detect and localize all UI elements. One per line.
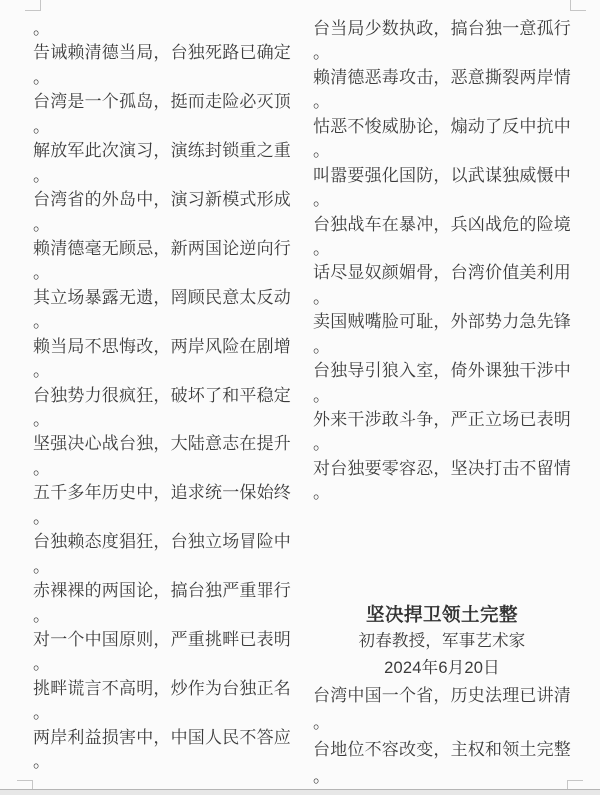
poem-author-line: 初春教授，军事艺术家 [358,632,526,650]
text-line: 挑畔谎言不高明，炒作为台独正名 [33,678,291,698]
text-line: 赖当局不思悔改，两岸风险在剧增 [33,336,291,356]
text-line: 台湾中国一个省，历史法理已讲清 [313,686,571,705]
text-line: 怙恶不悛威胁论，煽动了反中抗中 [313,116,571,136]
left-text-column [33,17,291,775]
text-line: 。 [33,458,51,478]
text-line: 赖清德毫无顾忌，新两国论逆向行 [33,238,291,258]
text-line: 其立场暴露无遗，罔顾民意太反动 [33,287,291,307]
text-line: 话尽显奴颜媚骨，台湾价值美利用 [313,263,571,283]
right-text-column [313,17,571,506]
text-boundary-corner-mark-top-left [25,0,41,11]
text-line: 外来干涉敢斗争，严正立场已表明 [313,410,571,429]
text-line: 。 [33,507,51,527]
text-line: 。 [313,434,331,454]
text-line: 台当局少数执政，搞台独一意孤行 [313,19,571,38]
text-line: 坚强决心战台独，大陆意志在提升 [33,434,291,454]
text-boundary-corner-mark-top-right [570,0,586,11]
text-line: 。 [33,67,51,87]
text-line: 。 [313,713,331,732]
closing-section [313,601,571,790]
text-line: 台独战车在暴冲，兵凶战危的险境 [313,214,571,234]
text-line: 。 [33,312,51,332]
text-line: 对一个中国原则，严重挑畔已表明 [33,629,291,649]
page-bottom-edge [0,789,600,795]
text-line: 。 [33,654,51,674]
text-line: 。 [313,92,331,112]
text-line: 告诫赖清德当局，台独死路已确定 [33,43,291,63]
text-line: 五千多年历史中，追求统一保始终 [33,483,291,503]
text-line: 叫嚣要强化国防，以武谋独威慑中 [313,165,571,185]
text-line: 台湾是一个孤岛，挺而走险必灭顶 [33,92,291,112]
text-line: 台独导引狼入室，倚外课独干涉中 [313,361,571,381]
text-line: 。 [313,238,331,258]
text-line: 。 [313,336,331,356]
text-line: 。 [313,190,331,210]
text-line: 。 [33,752,51,772]
text-line: 赖清德恶毒攻击，恶意撕裂两岸情 [313,67,571,87]
text-line: 台地位不容改变，主权和领土完整 [313,740,571,759]
text-line: 。 [33,361,51,381]
text-line: 。 [313,483,331,503]
poem-title: 坚决捍卫领土完整 [365,604,518,625]
text-line: 。 [33,116,51,136]
poem-date: 2024年6月20日 [384,659,500,677]
text-line: 对台独要零容忍，坚决打击不留情 [313,458,571,478]
text-line: 。 [313,141,331,161]
text-line: 。 [313,385,331,405]
text-line: 台独赖态度猖狂，台独立场冒险中 [33,532,291,552]
text-line: 卖国贼嘴脸可耻，外部势力急先锋 [313,312,571,332]
text-line: 。 [33,165,51,185]
text-line: 。 [33,19,51,38]
text-line: 。 [33,605,51,625]
text-line: 赤裸裸的两国论，搞台独严重罪行 [33,581,291,601]
text-line: 台独势力很疯狂，破坏了和平稳定 [33,385,291,405]
text-line: 。 [313,287,331,307]
closing-lines [313,682,571,790]
text-line: 。 [33,214,51,234]
text-line: 。 [313,43,331,63]
text-line: 。 [33,410,51,429]
text-line: 。 [33,703,51,723]
text-line: 解放军此次演习，演练封锁重之重 [33,141,291,161]
text-line: 。 [33,263,51,283]
text-line: 台湾省的外岛中，演习新模式形成 [33,190,291,210]
text-line: 两岸利益损害中，中国人民不答应 [33,727,291,747]
text-line: 。 [313,767,331,786]
text-line: 。 [33,556,51,576]
